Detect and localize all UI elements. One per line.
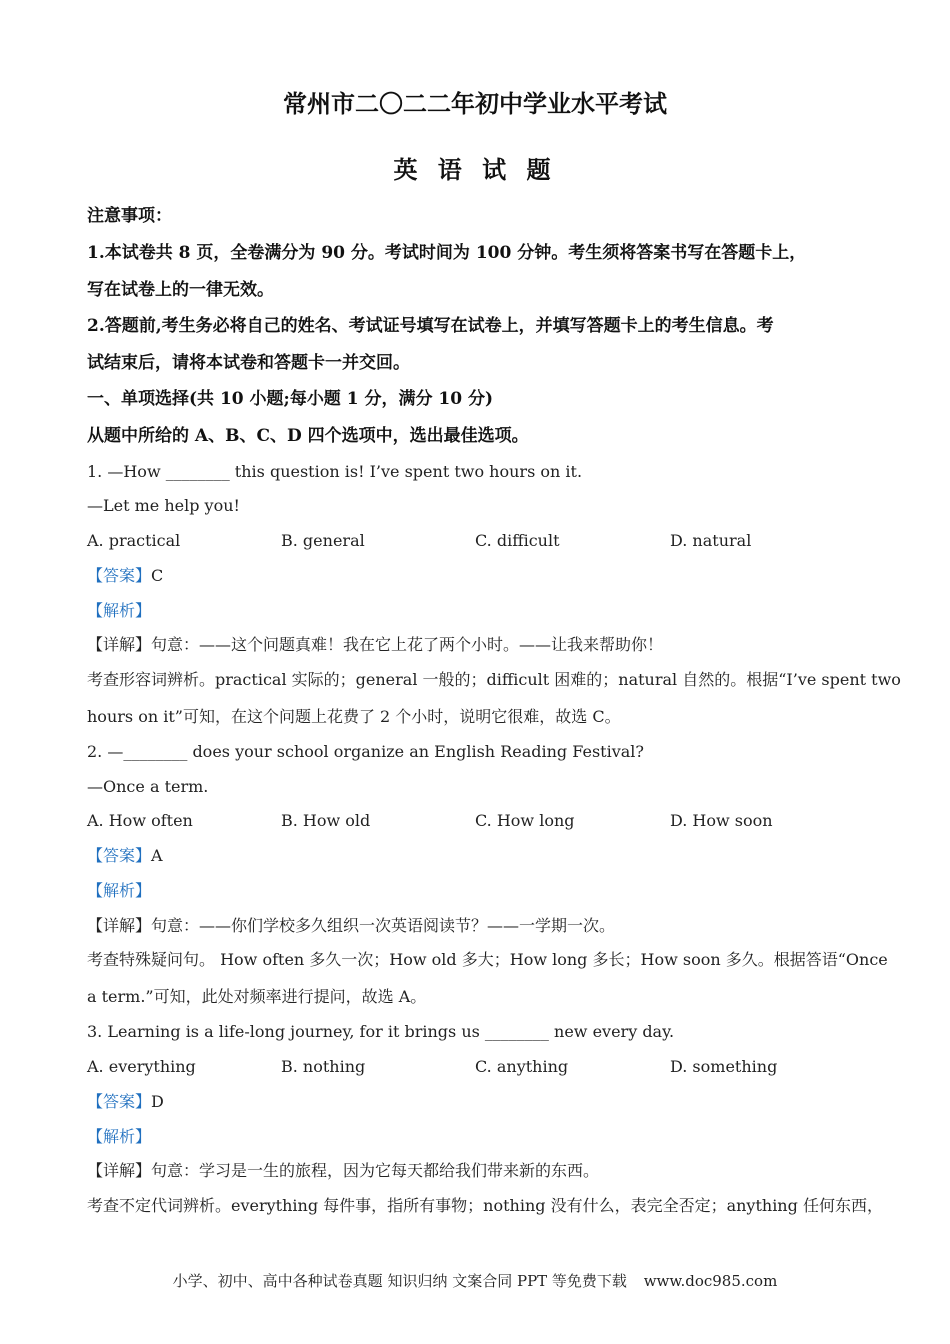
q1-response: —Let me help you! (87, 496, 240, 515)
footer-text: 小学、初中、高中各种试卷真题 知识归纳 文案合同 PPT 等免费下载 (172, 1272, 627, 1290)
q3-option-c: C. anything (475, 1057, 569, 1076)
section-instruction: 从题中所给的 A、B、C、D 四个选项中，选出最佳选项。 (87, 426, 529, 446)
q2-answer (87, 846, 862, 866)
q2-options (87, 811, 867, 831)
q3-answer (87, 1092, 862, 1112)
q1-options (87, 531, 867, 551)
q1-answer (87, 566, 862, 586)
q1-explain-line1: 考查形容词辨析。practical 实际的；general 一般的；difficult 困难的；natural 自然的。根据“I’ve spent two (87, 670, 901, 689)
q3-stem: 3. Learning is a life-long journey, for it brings us ________ new every day. (87, 1022, 675, 1041)
q2-response: —Once a term. (87, 777, 209, 796)
notice-item1-line2: 写在试卷上的一律无效。 (87, 280, 274, 300)
answer-value: C (151, 566, 164, 585)
q3-option-b: B. nothing (281, 1057, 366, 1076)
q3-detail (87, 1161, 862, 1181)
q3-explain-line1: 考查不定代词辨析。everything 每件事，指所有事物；nothing 没有什么，表完全否定；anything 任何东西， (87, 1196, 883, 1215)
page-footer (0, 1270, 950, 1291)
q2-detail (87, 916, 862, 936)
q1-option-a: A. practical (87, 531, 181, 550)
section-heading: 一、单项选择(共 10 小题;每小题 1 分，满分 10 分) (87, 389, 494, 409)
q2-stem: 2. —________ does your school organize an English Reading Festival? (87, 742, 644, 761)
notice-item2-line1: 2.答题前,考生务必将自己的姓名、考试证号填写在试卷上，并填写答题卡上的考生信息。考 (87, 316, 774, 336)
answer-label: 【答案】 (87, 846, 152, 865)
q3-option-a: A. everything (87, 1057, 196, 1076)
detail-text: 句意：——这个问题真难！我在它上花了两个小时。——让我来帮助你！ (151, 635, 664, 654)
q3-option-d: D. something (670, 1057, 778, 1076)
q2-explain-line1: 考查特殊疑问句。 How often 多久一次；How old 多大；How long 多长；How soon 多久。根据答语“Once (87, 950, 888, 969)
q2-option-b: B. How old (281, 811, 371, 830)
exam-title: 常州市二〇二二年初中学业水平考试 (283, 89, 667, 118)
q1-detail (87, 635, 862, 655)
answer-label: 【答案】 (87, 1092, 152, 1111)
q2-option-d: D. How soon (670, 811, 773, 830)
detail-label: 【详解】 (87, 916, 152, 935)
q1-option-c: C. difficult (475, 531, 560, 550)
q3-options (87, 1057, 867, 1077)
q2-analysis-label: 【解析】 (87, 881, 152, 900)
notice-heading: 注意事项： (87, 206, 172, 226)
q1-option-b: B. general (281, 531, 365, 550)
footer-url[interactable]: www.doc985.com (643, 1272, 778, 1290)
q1-analysis-label: 【解析】 (87, 601, 152, 620)
q3-analysis-label: 【解析】 (87, 1127, 152, 1146)
detail-label: 【详解】 (87, 1161, 152, 1180)
answer-value: A (151, 846, 163, 865)
answer-label: 【答案】 (87, 566, 152, 585)
exam-subtitle: 英 语 试 题 (393, 155, 557, 184)
q1-option-d: D. natural (670, 531, 752, 550)
detail-label: 【详解】 (87, 635, 152, 654)
answer-value: D (151, 1092, 164, 1111)
q1-stem: 1. —How ________ this question is! I’ve spent two hours on it. (87, 462, 583, 481)
q2-option-c: C. How long (475, 811, 575, 830)
q1-explain-line2: hours on it”可知，在这个问题上花费了 2 个小时，说明它很难，故选 C。 (87, 707, 621, 726)
q2-option-a: A. How often (87, 811, 193, 830)
detail-text: 句意：学习是一生的旅程，因为它每天都给我们带来新的东西。 (151, 1161, 600, 1180)
q2-explain-line2: a term.”可知，此处对频率进行提问，故选 A。 (87, 987, 427, 1006)
notice-item2-line2: 试结束后，请将本试卷和答题卡一并交回。 (87, 353, 410, 373)
detail-text: 句意：——你们学校多久组织一次英语阅读节？——一学期一次。 (151, 916, 616, 935)
notice-item1-line1: 1.本试卷共 8 页，全卷满分为 90 分。考试时间为 100 分钟。考生须将答案书写在答题卡上， (87, 243, 807, 263)
